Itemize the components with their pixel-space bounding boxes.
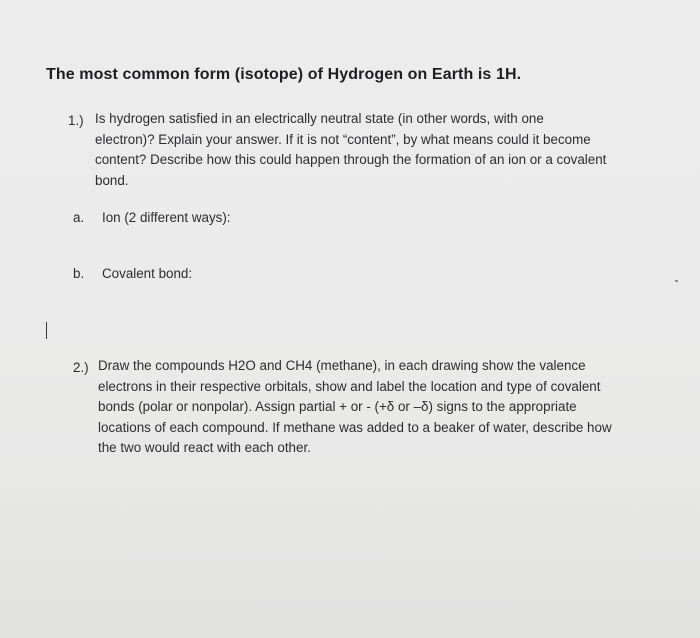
document-title: The most common form (isotope) of Hydrogen on Earth is 1H.: [46, 66, 522, 83]
part-b-label: b.: [73, 266, 85, 281]
part-a-label: a.: [73, 210, 85, 225]
paper-speck: [675, 280, 678, 282]
question-2-line: locations of each compound. If methane was added to a beaker of water, describe how: [98, 419, 612, 435]
question-2-number: 2.): [73, 360, 89, 375]
part-a-text: Ion (2 different ways):: [102, 210, 231, 225]
text-cursor: [46, 322, 47, 339]
question-2-text: [98, 356, 612, 459]
question-1-number: 1.): [68, 113, 84, 128]
part-b-text: Covalent bond:: [102, 266, 193, 281]
question-2-line: Draw the compounds H2O and CH4 (methane), in each drawing show the valence: [98, 358, 586, 373]
question-1-line: Is hydrogen satisfied in an electrically neutral state (in other words, with one: [95, 111, 544, 126]
question-1-text: [95, 109, 606, 191]
question-2-line: the two would react with each other.: [98, 440, 311, 455]
question-2-line: bonds (polar or nonpolar). Assign partial + or - (+δ or –δ) signs to the appropriate: [98, 399, 577, 414]
question-2-line: electrons in their respective orbitals, show and label the location and type of covalent: [98, 378, 601, 394]
question-1-line: electron)? Explain your answer. If it is not “content”, by what means could it become: [95, 131, 591, 147]
question-1-line: bond.: [95, 172, 129, 188]
question-1-line: content? Describe how this could happen through the formation of an ion or a covalent: [95, 152, 607, 167]
